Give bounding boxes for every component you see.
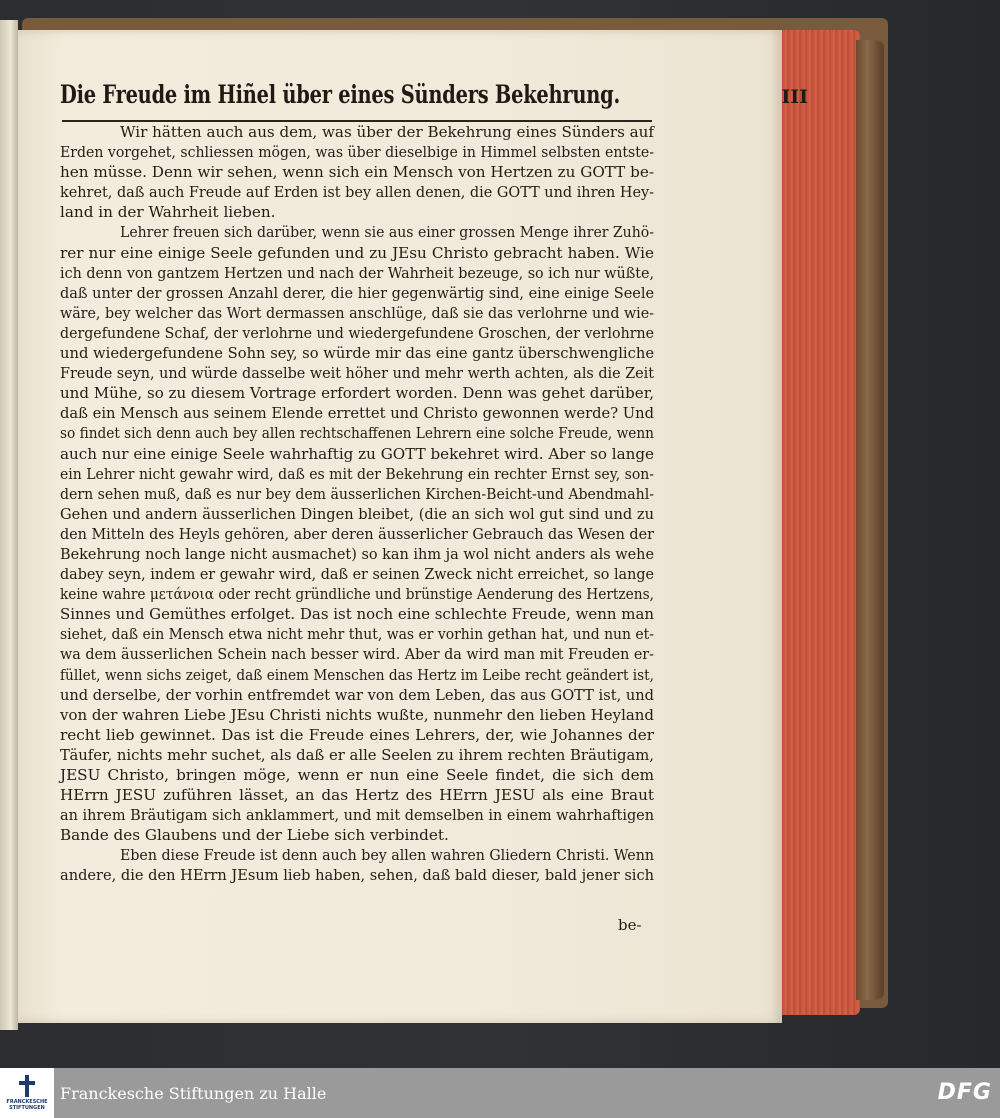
text-line: daß unter der grossen Anzahl derer, die hier gegenwärtig sind, eine einige Seele — [60, 283, 655, 302]
text-line: Gehen und andern äusserlichen Dingen bleibet, (die an sich wol gut sind und zu — [60, 504, 654, 523]
text-line: dern sehen muß, daß es nur bey dem äusserlichen Kirchen-Beicht-und Abendmahl- — [60, 484, 654, 503]
text-line: füllet, wenn sichs zeiget, daß einem Menschen das Hertz im Leibe recht geändert ist, — [60, 665, 655, 684]
text-line: und wiedergefundene Sohn sey, so würde mir das eine gantz überschwengliche — [60, 344, 655, 363]
text-line: Lehrer freuen sich darüber, wenn sie aus einer grossen Menge ihrer Zuhö- — [120, 223, 654, 242]
text-line: wäre, bey welcher das Wort dermassen anschlüge, daß sie das verlohrne und wie- — [60, 303, 654, 322]
text-line: hen müsse. Denn wir sehen, wenn sich ein Mensch von Hertzen zu GOTT be- — [60, 163, 654, 182]
text-line: JESU Christo, bringen möge, wenn er nun eine Seele findet, die sich dem — [60, 766, 654, 784]
text-line: siehet, daß ein Mensch etwa nicht mehr thut, was er vorhin gethan hat, und nun et- — [60, 625, 654, 644]
text-line: und derselbe, der vorhin entfremdet war von dem Leben, das aus GOTT ist, und — [60, 685, 655, 704]
text-line: daß ein Mensch aus seinem Elende errettet und Christo gewonnen werde? Und — [60, 404, 655, 423]
institution-name[interactable]: Franckesche Stiftungen zu Halle — [60, 1083, 327, 1103]
text-line: Eben diese Freude ist denn auch bey allen wahren Gliedern Christi. Wenn — [120, 846, 654, 865]
text-line: keine wahre μετάνοια oder recht gründliche und brünstige Aenderung des Hertzens, — [60, 585, 655, 604]
text-line: land in der Wahrheit lieben. — [60, 203, 276, 222]
cover-edge — [856, 40, 884, 1000]
text-line: und Mühe, so zu diesem Vortrage erfordert worden. Denn was gehet darüber, — [60, 384, 655, 403]
page-number: III — [781, 86, 809, 108]
cross-icon — [18, 1075, 36, 1097]
running-title: Die Freude im Hiñel über eines Sünders Bekehrung. — [60, 80, 621, 109]
text-line: kehret, daß auch Freude auf Erden ist bey allen denen, die GOTT und ihren Hey- — [60, 183, 655, 202]
body-text — [60, 122, 654, 886]
text-line: HErrn JESU zuführen lässet, an das Hertz des HErrn JESU als eine Braut — [60, 786, 654, 805]
text-line: ich denn von gantzem Hertzen und nach der Wahrheit bezeuge, so ich nur wüßte, — [60, 263, 654, 282]
text-line: Erden vorgehet, schliessen mögen, was über dieselbige in Himmel selbsten entste- — [60, 143, 655, 162]
text-line: wa dem äusserlichen Schein nach besser wird. Aber da wird man mit Freuden er- — [60, 645, 654, 664]
text-line: von der wahren Liebe JEsu Christi nichts wußte, nunmehr den lieben Heyland — [60, 705, 654, 724]
page-fore-edge — [778, 30, 860, 1015]
text-line: Täufer, nichts mehr suchet, als daß er alle Seelen zu ihrem rechten Bräutigam, — [60, 745, 655, 764]
institution-logo[interactable] — [0, 1068, 54, 1118]
text-line: so findet sich denn auch bey allen rechtschaffenen Lehrern eine solche Freude, wenn — [60, 424, 654, 443]
text-line: Sinnes und Gemüthes erfolget. Das ist noch eine schlechte Freude, wenn man — [60, 605, 654, 624]
text-line: Bande des Glaubens und der Liebe sich verbindet. — [60, 826, 449, 845]
text-line: dabey seyn, indem er gewahr wird, daß er seinen Zweck nicht erreichet, so lange — [60, 565, 654, 584]
text-line: an ihrem Bräutigam sich anklammert, und mit demselben in einem wahrhaftigen — [60, 806, 655, 825]
text-line: ein Lehrer nicht gewahr wird, daß es mit der Bekehrung ein rechter Ernst sey, son- — [60, 464, 655, 483]
logo-text: FRANCKESCHE STIFTUNGEN — [6, 1099, 48, 1111]
text-line: auch nur eine einige Seele wahrhaftig zu GOTT bekehret wird. Aber so lange — [60, 444, 655, 463]
text-line: Freude seyn, und würde dasselbe weit höher und mehr werth achten, als die Zeit — [60, 364, 655, 383]
printed-page — [18, 30, 809, 1023]
catchword: be- — [618, 916, 642, 934]
dfg-logo[interactable]: DFG — [937, 1080, 992, 1105]
left-page-edge — [0, 20, 18, 1030]
text-line: andere, die den HErrn JEsum lieb haben, sehen, daß bald dieser, bald jener sich — [60, 866, 655, 885]
viewer-footer — [0, 1068, 1000, 1118]
text-line: dergefundene Schaf, der verlohrne und wiedergefundene Groschen, der verlohrne — [60, 323, 655, 342]
page-header — [60, 80, 809, 109]
text-line: Wir hätten auch aus dem, was über der Bekehrung eines Sünders auf — [120, 123, 655, 141]
text-line: rer nur eine einige Seele gefunden und zu JEsu Christo gebracht haben. Wie — [60, 243, 654, 262]
text-line: recht lieb gewinnet. Das ist die Freude eines Lehrers, der, wie Johannes der — [60, 725, 654, 744]
text-line: Bekehrung noch lange nicht ausmachet) so kan ihm ja wol nicht anders als wehe — [60, 544, 655, 563]
text-line: den Mitteln des Heyls gehören, aber deren äusserlicher Gebrauch das Wesen der — [60, 524, 654, 543]
